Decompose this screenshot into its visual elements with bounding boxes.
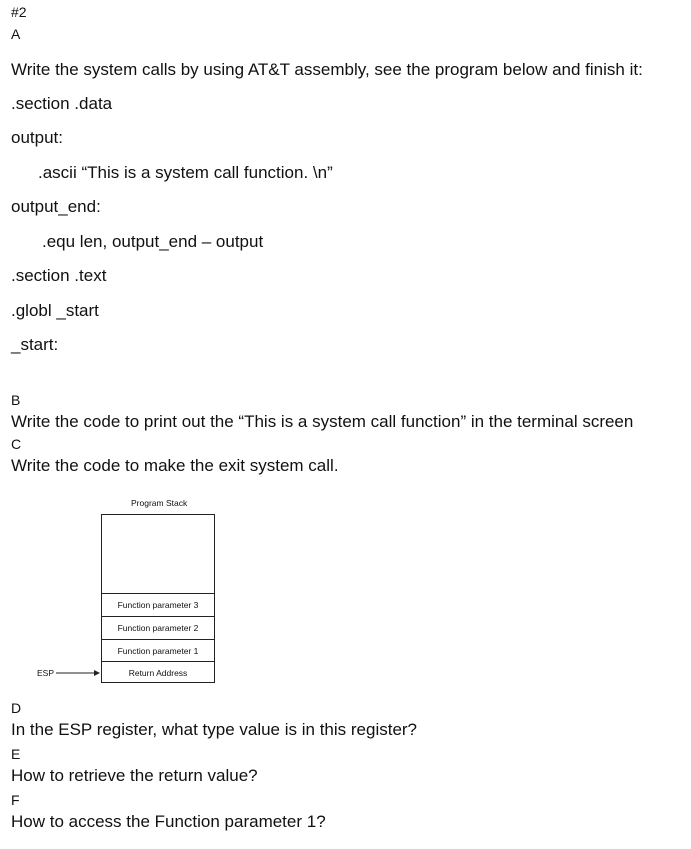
part-e-prompt: How to retrieve the return value? [11,766,258,785]
part-e-label: E [11,746,21,762]
part-c-label: C [11,436,22,452]
question-number: #2 [11,4,27,20]
code-line: .section .text [11,266,107,285]
stack-cell-param-3: Function parameter 3 [102,593,214,615]
part-d-label: D [11,700,22,716]
part-b-prompt: Write the code to print out the “This is a system call function” in the terminal screen [11,412,634,431]
stack-cell-param-2: Function parameter 2 [102,616,214,638]
code-line: output: [11,128,63,147]
part-d-prompt: In the ESP register, what type value is in this register? [11,720,418,739]
code-line: output_end: [11,197,101,216]
stack-cell-return-address: Return Address [102,661,214,683]
esp-arrow-icon [56,668,100,678]
part-f-label: F [11,792,20,808]
code-line: .ascii “This is a system call function. \n” [38,163,333,182]
esp-label: ESP [37,668,55,678]
part-a-label: A [11,26,21,42]
code-line: .equ len, output_end – output [42,232,264,251]
code-line: .section .data [11,94,113,113]
part-b-label: B [11,392,21,408]
stack-box [101,514,215,683]
part-c-prompt: Write the code to make the exit system call. [11,456,339,475]
code-line: .globl _start [11,301,99,320]
code-line: _start: [11,335,59,354]
part-a-prompt: Write the system calls by using AT&T assembly, see the program below and finish it: [11,60,643,79]
part-f-prompt: How to access the Function parameter 1? [11,812,326,831]
stack-cell-param-1: Function parameter 1 [102,639,214,661]
diagram-title: Program Stack [131,498,188,508]
